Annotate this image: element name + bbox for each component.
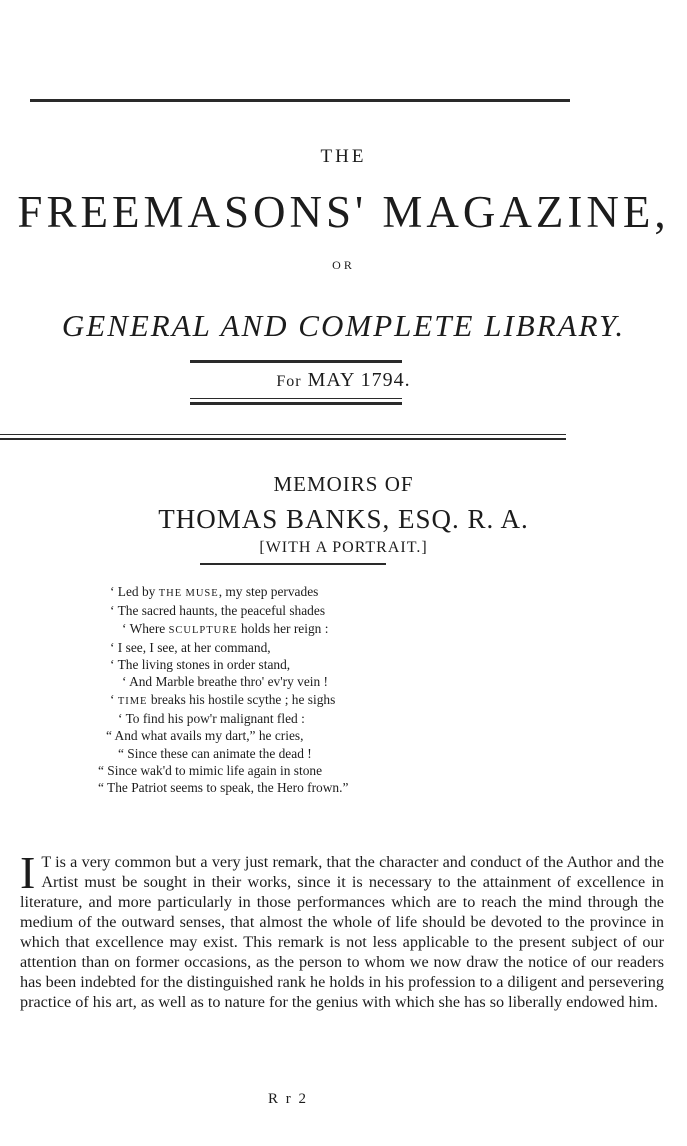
title-or: OR bbox=[332, 258, 355, 272]
verse-text: ‘ Where bbox=[122, 620, 169, 636]
verse-line bbox=[98, 639, 568, 656]
verse-text: ‘ To find his pow'r malignant fled : bbox=[118, 711, 305, 727]
article-heading: MEMOIRS OF bbox=[273, 472, 414, 496]
verse-text: “ And what avails my dart,” he cries, bbox=[106, 728, 304, 744]
verse-text: “ Since wak'd to mimic life again in stone bbox=[98, 762, 323, 778]
verse-epigraph bbox=[98, 583, 568, 797]
verse-text: ‘ Led by bbox=[110, 584, 159, 599]
drop-cap: I bbox=[20, 847, 36, 898]
verse-line bbox=[98, 762, 568, 779]
issue-line bbox=[0, 369, 687, 392]
verse-text: ‘ The sacred haunts, the peaceful shades bbox=[110, 603, 326, 619]
verse-text: ‘ I see, I see, at her command, bbox=[110, 639, 271, 655]
title-the: THE bbox=[320, 146, 367, 167]
verse-line bbox=[98, 620, 568, 639]
top-rule bbox=[30, 99, 570, 102]
verse-line bbox=[98, 656, 568, 673]
verse-text: “ The Patriot seems to speak, the Hero frown.” bbox=[98, 780, 349, 796]
section-rule-2 bbox=[0, 438, 566, 440]
verse-line bbox=[98, 779, 568, 796]
issue-rule-bottom-2 bbox=[190, 402, 402, 405]
verse-text: SCULPTURE bbox=[168, 624, 238, 636]
verse-line bbox=[98, 673, 568, 690]
verse-text: THE bbox=[158, 588, 183, 599]
issue-rule-top bbox=[190, 360, 402, 363]
portrait-note: [WITH A PORTRAIT.] bbox=[259, 539, 428, 556]
verse-text: “ Since these can animate the dead ! bbox=[118, 745, 312, 761]
verse-line bbox=[98, 745, 568, 762]
verse-text: ‘ The living stones in order stand, bbox=[110, 657, 291, 673]
verse-line bbox=[98, 727, 568, 744]
section-rule-1 bbox=[0, 434, 566, 435]
verse-text: MUSE bbox=[185, 588, 219, 599]
portrait-rule bbox=[200, 563, 386, 565]
verse-text: ‘ bbox=[110, 691, 118, 707]
signature-mark: R r 2 bbox=[268, 1091, 308, 1107]
verse-text: ‘ And Marble breathe thro' ev'ry vein ! bbox=[122, 674, 328, 690]
body-text: T is a very common but a very just remark, that the character and conduct of the Author and the Artist must be sought in their works, since it is necessary to the attainment of excellence in literature, and more particularly in those performances which are to reach the mind through the medium of the outward senses, that almost the whole of life should be devoted to the province in which that excellence may exist. This remark is not less applicable to the present subject of our attention than on former occasions, as the person to whom we now draw the notice of our readers has been indebted for the distinguished rank he holds in his profession to a diligent and persevering practice of his art, as well as to nature for the genius with which she has so liberally endowed him. bbox=[20, 853, 664, 1011]
verse-text: , my step pervades bbox=[218, 584, 319, 599]
verse-line bbox=[98, 691, 568, 710]
verse-line bbox=[98, 710, 568, 727]
magazine-subtitle: GENERAL AND COMPLETE LIBRARY. bbox=[61, 308, 626, 343]
body-paragraph bbox=[20, 847, 664, 1012]
issue-prefix: For bbox=[276, 373, 302, 390]
issue-rule-bottom-1 bbox=[190, 398, 402, 399]
verse-line bbox=[98, 602, 568, 619]
issue-date: MAY 1794. bbox=[307, 369, 411, 391]
verse-text: breaks his hostile scythe ; he sighs bbox=[147, 691, 336, 707]
verse-line bbox=[98, 583, 568, 602]
verse-text: TIME bbox=[117, 695, 148, 707]
verse-text: holds her reign : bbox=[237, 620, 329, 636]
article-subject: THOMAS BANKS, ESQ. R. A. bbox=[158, 504, 529, 534]
magazine-title: FREEMASONS' MAGAZINE, bbox=[17, 187, 670, 237]
